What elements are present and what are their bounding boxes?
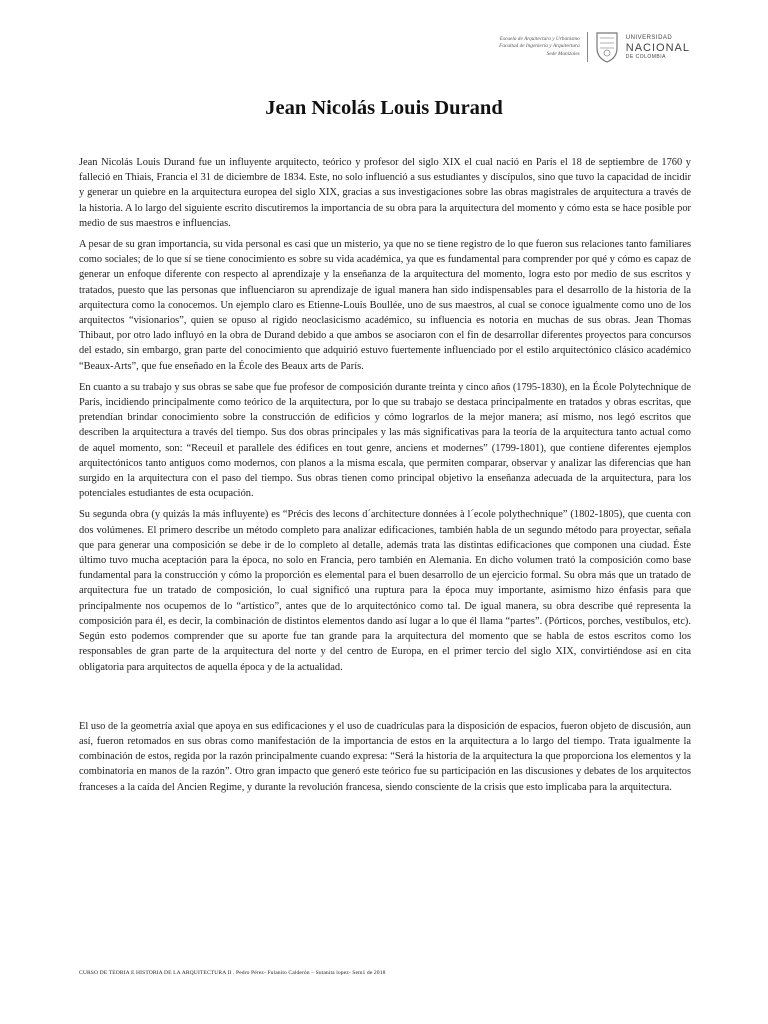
university-line3: DE COLOMBIA: [625, 53, 666, 60]
page-footer: CURSO DE TEORIA E HISTORIA DE LA ARQUITECTURA II . Pedro Pérez- Fulanito Calderón – Sutanita lopez- Sem1 de 2018: [79, 970, 386, 976]
document-body: [79, 155, 691, 801]
faculty-line: Sede Manizales: [546, 50, 580, 57]
faculty-line: Facultad de Ingeniería y Arquitectura: [499, 43, 580, 50]
faculty-block: [499, 36, 587, 58]
paragraph: A pesar de su gran importancia, su vida personal es casi que un misterio, ya que no se tiene registro de lo que fueron sus relaciones tanto familiares como sociales; de lo que sí se tiene conocimiento es sobre su vida académica, ya que es fundamental para comprender por qué y cómo es capaz de generar un enfoque diferente con respecto al aprendizaje y la enseñanza de la arquitectura del momento, logra esto por medio de sus escritos y tratados, puesto que las personas que influenciaron su aprendizaje de igual manera han sido indispensables para el desarrollo de la historia de la arquitectura como la conocemos. Un ejemplo claro es Etienne-Louis Boullée, uno de sus maestros, al cual se conoce igualmente como uno de los arquitectos “visionarios”, quien se opuso al rígido neoclasicismo académico, su influencia es notoria en muchas de sus obras. Jean Thomas Thibaut, por otro lado influyó en la obra de Durand debido a que ambos se asociaron con el fin de desarrollar diferentes proyectos para concursos del estado, sin embargo, gran parte del conocimiento que adquirió estuvo fuertemente influenciado por el estilo arquitectónico clásico académico “Beaux-Arts”, que fue enseñado en la École des Beaux arts de París.: [79, 239, 691, 372]
faculty-line: Escuela de Arquitectura y Urbanismo: [499, 36, 580, 43]
paragraph: En cuanto a su trabajo y sus obras se sabe que fue profesor de composición durante treinta y cinco años (1795-1830), en la École Polytechnique de París, incidiendo principalmente como teórico de la arquitectura, por lo que su trabajo se destaca principalmente en tratados y obras escritas, que pretendían brindar conocimiento sobre la construcción de edificios y cómo lograrlos de la mejor manera; así mismo, nos legó escritos que describen la arquitectura a través del tiempo. Sus dos obras principales y las más significativas para la teoría de la arquitectura tanto actual como de aquel momento, son: “Receuil et parallele des édifices en tout genre, anciens et modernes” (1799-1801), que contiene diferentes ejemplos arquitectónicos tanto antiguos como modernos, con planos a la misma escala, que permiten comparar, observar y analizar las diferencias que han surgido en la arquitectura con el paso del tiempo. Sus obras tienen como principal objetivo la enseñanza adecuada de la arquitectura, para los potenciales estudiantes de esta ocupación.: [79, 381, 691, 500]
paragraph: Su segunda obra (y quizás la más influyente) es “Précis des lecons d´architecture données à l´ecole polythechnique” (1802-1805), que cuenta con dos volúmenes. El primero describe un método completo para analizar edificaciones, también habla de un segundo método para proyectar, señala que para generar una composición se debe ir de lo completo al detalle, además trata las distintas edificaciones que componen una ciudad. Éste último tuvo mucha aceptación para la época, no solo en Francia, pero también en Alemania. En dicho volumen trató la composición como base fundamental para la construcción y cómo la proporción es elemental para el buen desarrollo de un ejercicio formal. Su obra más que un tratado de arquitectura fue un tratado de composición, lo cual significó una ruptura para la época muy importante, asimismo hizo énfasis para que principalmente nos ocupemos de lo “artístico”, antes que de lo arquitectónico como tal. De igual manera, su obra describe qué representa la composición para él, es decir, la combinación de distintos elementos dando así lugar a lo que él llama “partes”. (Pórticos, porches, vestíbulos, etc). Según esto podemos comprender que su aporte fue tan grande para la arquitectura del momento que se habla de estos escritos como los responsables de gran parte de la arquitectura del norte y del centro de Europa, en el primer tercio del siglo XIX, convirtiéndose así en cita obligatoria para arquitectos de aquella época y de la actualidad.: [79, 509, 691, 673]
university-line2: NACIONAL: [625, 41, 690, 54]
university-shield-icon: [594, 30, 620, 64]
university-logo-text: [626, 35, 690, 60]
header-divider: [587, 32, 588, 62]
document-title: Jean Nicolás Louis Durand: [265, 97, 503, 119]
university-line1: UNIVERSIDAD: [625, 34, 673, 41]
paragraph: Jean Nicolás Louis Durand fue un influyente arquitecto, teórico y profesor del siglo XIX el cual nació en París el 18 de septiembre de 1760 y falleció en Thiais, Francia el 31 de diciembre de 1834. Este, no solo influenció a sus estudiantes y discípulos, sino que tuvo la capacidad de incidir y generar un quiebre en la arquitectura europea del siglo XIX, gracias a sus investigaciones sobre las obras magistrales de arquitectura a través de la historia. A lo largo del siguiente escrito discutiremos la importancia de su obra para la arquitectura del momento y cómo esta se hace posible por medio de sus maestros e influencias.: [79, 157, 691, 229]
page-header: [499, 30, 690, 64]
paragraph: El uso de la geometría axial que apoya en sus edificaciones y el uso de cuadrículas para la disposición de espacios, fueron objeto de discusión, aun así, fueron retomados en sus obras como manifestación de la importancia de estos en la arquitectura a lo largo del tiempo. Trata igualmente la combinación de estos, regida por la razón principalmente cuando expresa: “Será la historia de la arquitectura la que proporciona los elementos y la combinatoria en manos de la razón”. Otro gran impacto que generó este teórico fue su participación en las discusiones y debates de los arquitectos franceses a la caída del Ancien Regime, y durante la revolución francesa, siendo consciente de la crisis que esto implicaba para la arquitectura.: [79, 720, 691, 793]
